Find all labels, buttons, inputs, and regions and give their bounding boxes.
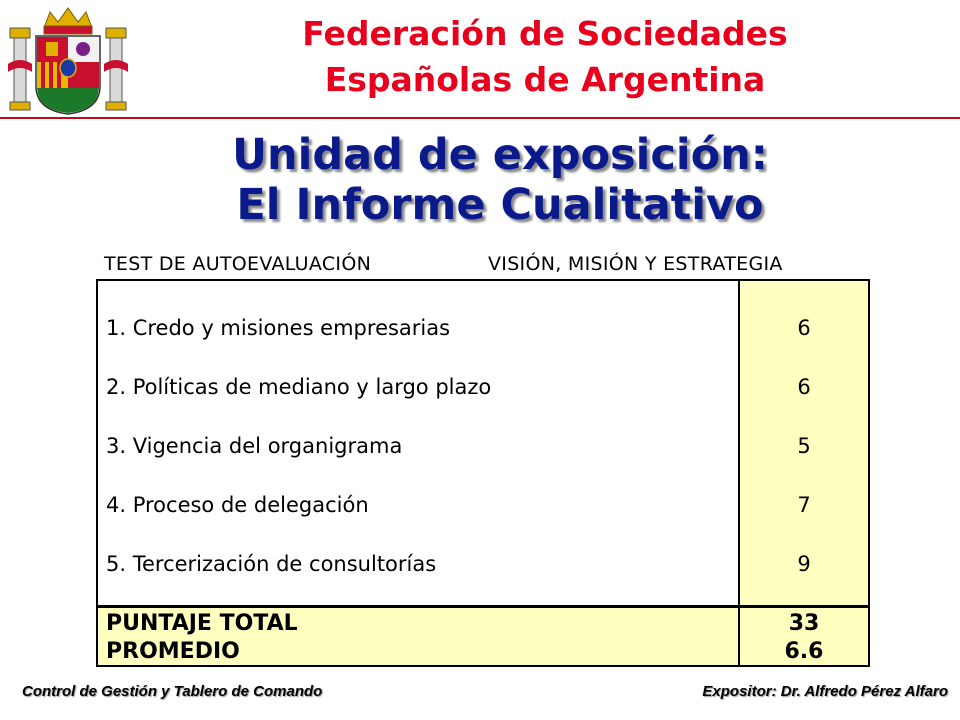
- total-score: 33: [788, 611, 820, 636]
- row-label: 5. Tercerización de consultorías: [106, 552, 437, 576]
- organization-name-line2: Españolas de Argentina: [324, 60, 766, 99]
- row-score: 5: [797, 434, 811, 458]
- row-score: 9: [797, 552, 811, 576]
- total-label: PUNTAJE TOTAL: [106, 611, 298, 636]
- totals-table: [96, 606, 870, 667]
- header-divider: [0, 117, 960, 119]
- table-row: [98, 490, 868, 520]
- criteria-table: [96, 279, 870, 607]
- row-score: 6: [797, 375, 811, 399]
- row-label: 3. Vigencia del organigrama: [106, 434, 403, 458]
- table-row: [98, 372, 868, 402]
- spain-coat-of-arms-icon: [6, 6, 130, 116]
- organization-name-line1: Federación de Sociedades: [302, 14, 788, 53]
- total-row: [98, 609, 868, 639]
- footer-course-title: Control de Gestión y Tablero de Comando: [22, 683, 323, 700]
- average-row: [98, 637, 868, 667]
- table-row: [98, 431, 868, 461]
- slide-title-line2: El Informe Cualitativo: [236, 180, 764, 230]
- row-label: 2. Políticas de mediano y largo plazo: [106, 375, 492, 399]
- average-label: PROMEDIO: [106, 639, 240, 664]
- slide-title-line1: Unidad de exposición:: [232, 130, 768, 180]
- footer-presenter: Expositor: Dr. Alfredo Pérez Alfaro: [702, 683, 948, 700]
- table-header-left: TEST DE AUTOEVALUACIÓN: [104, 253, 372, 275]
- row-label: 1. Credo y misiones empresarias: [106, 316, 451, 340]
- row-score: 6: [797, 316, 811, 340]
- average-score: 6.6: [784, 639, 824, 664]
- table-row: [98, 313, 868, 343]
- row-label: 4. Proceso de delegación: [106, 493, 369, 517]
- row-score: 7: [797, 493, 811, 517]
- table-row: [98, 549, 868, 579]
- table-header-right: VISIÓN, MISIÓN Y ESTRATEGIA: [488, 253, 783, 275]
